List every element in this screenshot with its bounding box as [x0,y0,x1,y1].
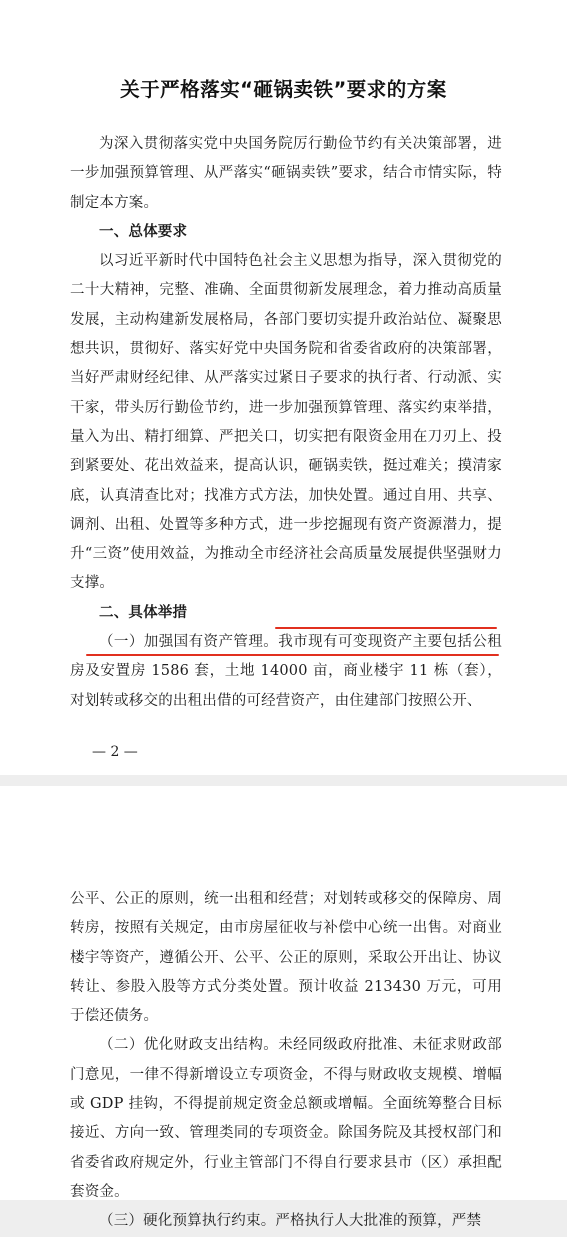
section1-paragraph: 以习近平新时代中国特色社会主义思想为指导，深入贯彻党的二十大精神，完整、准确、全面贯彻新发展理念，着力推动高质量发展，主动构建新发展格局，各部门要切实提升政治站位、凝聚思想共识，贯彻好、落实好党中央国务院和省委省政府的决策部署，当好严肃财经纪律、从严落实过紧日子要求的执行者、行动派、实干家，带头厉行勤俭节约，进一步加强预算管理、落实约束举措，量入为出、精打细算、严把关口，切实把有限资金用在刀刃上、投到紧要处、花出效益来，提高认识，砸锅卖铁，挺过难关；摸清家底，认真清查比对；找准方式方法，加快处置。通过自用、共享、调剂、出租、处置等多种方式，进一步挖掘现有资产资源潜力，提升“三资”使用效益，为推动全市经济社会高质量发展提供坚强财力支撑。 [70,253,502,592]
subsection2-paragraph: （二）优化财政支出结构。未经同级政府批准、未征求财政部门意见，一律不得新增设立专项资金，不得与财政收支规模、增幅或 GDP 挂钩，不得提前规定资金总额或增幅。全面统筹整合目标接近、方向一致、管理类同的专项资金。除国务院及其授权部门和省委省政府规定外，行业主管部门不得自行要求县市（区）承担配套资金。 [70,1037,502,1200]
section1-heading: 一、总体要求 [99,223,188,240]
document-title: 关于严格落实“砸锅卖铁”要求的方案 [120,78,447,101]
page2-body [70,885,502,1237]
page-number: — 2 — [92,744,138,760]
section2-paragraph: （一）加强国有资产管理。我市现有可变现资产主要包括公租房及安置房 1586 套，土地 14000 亩，商业楼宇 11 栋（套），对划转或移交的出租出借的可经营资产，由住建部门按照公开、 [70,634,502,709]
highlight-underline-2 [86,654,499,656]
section2-heading: 二、具体举措 [99,604,188,621]
continued-paragraph: 公平、公正的原则，统一出租和经营；对划转或移交的保障房、周转房，按照有关规定，由市房屋征收与补偿中心统一出售。对商业楼宇等资产，遵循公开、公平、公正的原则，采取公开出让、协议转让、参股入股等方式分类处置。预计收益 213430 万元，可用于偿还债务。 [70,891,502,1025]
highlight-underline-1 [275,627,497,629]
document-page-2 [0,786,567,1230]
subsection3-paragraph: （三）硬化预算执行约束。严格执行人大批准的预算，严禁 [99,1213,482,1230]
intro-paragraph: 为深入贯彻落实党中央国务院厉行勤俭节约有关决策部署，进一步加强预算管理、从严落实“砸锅卖铁”要求，结合市情实际，特制定本方案。 [70,136,502,211]
